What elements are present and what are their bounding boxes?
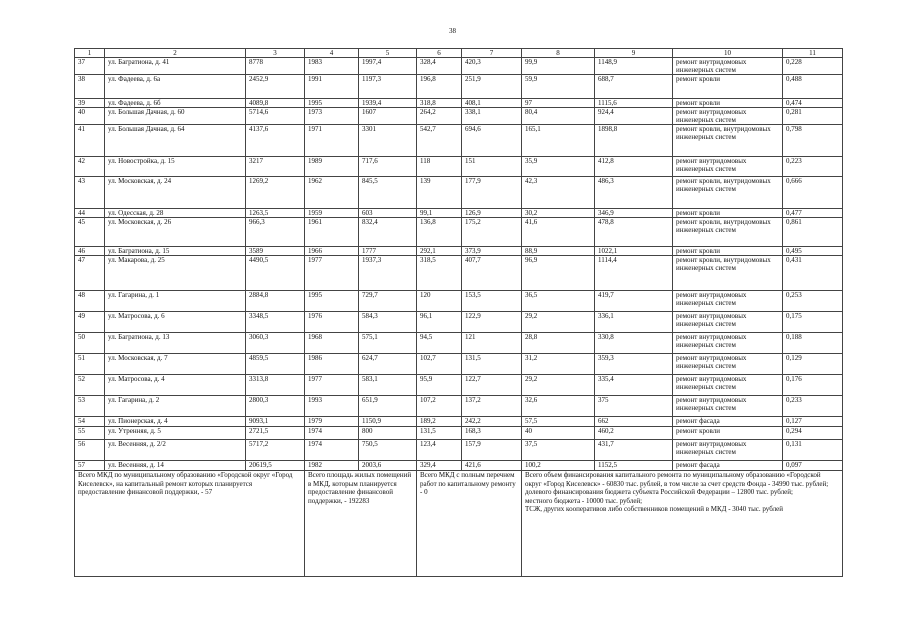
- address-cell: ул. Фадеева, д. 6а: [105, 75, 246, 99]
- cost-c6-cell: 292,1: [417, 247, 462, 256]
- ratio-cell: 0,097: [783, 461, 843, 471]
- ratio-cell: 0,127: [783, 417, 843, 427]
- area-cell: 4089,8: [246, 99, 305, 108]
- cost-c9-cell: 662: [595, 417, 673, 427]
- cost-c7-cell: 408,1: [462, 99, 522, 108]
- work-type-cell: ремонт фасада: [673, 461, 783, 471]
- year-cell: 1961: [305, 218, 359, 247]
- work-type-cell: ремонт внутридомовых инженерных систем: [673, 354, 783, 375]
- cost-total-cell: 750,5: [359, 440, 417, 461]
- area-cell: 8778: [246, 58, 305, 75]
- cost-c7-cell: 126,9: [462, 209, 522, 218]
- cost-total-cell: 729,7: [359, 291, 417, 312]
- year-cell: 1976: [305, 312, 359, 333]
- row-number: 53: [75, 396, 105, 417]
- work-type-cell: ремонт кровли: [673, 247, 783, 256]
- cost-c6-cell: 102,7: [417, 354, 462, 375]
- table-row: [75, 333, 843, 354]
- ratio-cell: 0,228: [783, 58, 843, 75]
- area-cell: 20619,5: [246, 461, 305, 471]
- cost-c9-cell: 412,8: [595, 157, 673, 177]
- address-cell: ул. Гагарина, д. 2: [105, 396, 246, 417]
- work-type-cell: ремонт кровли, внутридомовых инженерных систем: [673, 177, 783, 209]
- address-cell: ул. Матросова, д. 6: [105, 312, 246, 333]
- year-cell: 1995: [305, 291, 359, 312]
- area-cell: 3348,5: [246, 312, 305, 333]
- cost-total-cell: 584,3: [359, 312, 417, 333]
- cost-c8-cell: 41,6: [522, 218, 595, 247]
- cost-c7-cell: 131,5: [462, 354, 522, 375]
- cost-total-cell: 1937,3: [359, 256, 417, 291]
- funding-line: Всего объем финансирования капитального ремонта по муниципальному образованию «Городской округ «Город Киселевск» - 60830 тыс. рублей, в том числе за счет средств Фонда - 34990 тыс. рублей;: [525, 471, 829, 488]
- cost-c7-cell: 153,5: [462, 291, 522, 312]
- cost-total-cell: 1777: [359, 247, 417, 256]
- address-cell: ул. Пионерская, д. 4: [105, 417, 246, 427]
- area-cell: 3589: [246, 247, 305, 256]
- ratio-cell: 0,488: [783, 75, 843, 99]
- row-number: 39: [75, 99, 105, 108]
- year-cell: 1995: [305, 99, 359, 108]
- summary-total-area: Всего площадь жилых помещений в МКД, которым планируется предоставление финансовой поддержки, - 192283: [305, 471, 417, 577]
- work-type-cell: ремонт внутридомовых инженерных систем: [673, 375, 783, 396]
- cost-total-cell: 1607: [359, 108, 417, 125]
- cost-c8-cell: 29,2: [522, 375, 595, 396]
- row-number: 38: [75, 75, 105, 99]
- cost-c8-cell: 57,5: [522, 417, 595, 427]
- year-cell: 1962: [305, 177, 359, 209]
- address-cell: ул. Гагарина, д. 1: [105, 291, 246, 312]
- cost-c8-cell: 96,9: [522, 256, 595, 291]
- cost-c9-cell: 330,8: [595, 333, 673, 354]
- row-number: 49: [75, 312, 105, 333]
- cost-total-cell: 624,7: [359, 354, 417, 375]
- work-type-cell: ремонт внутридомовых инженерных систем: [673, 396, 783, 417]
- table-row: [75, 375, 843, 396]
- cost-c6-cell: 107,2: [417, 396, 462, 417]
- summary-total-mkd: Всего МКД по муниципальному образованию «Городской округ «Город Киселевск», на капитальный ремонт которых планируется предоставление финансовой поддержки, - 57: [75, 471, 305, 577]
- year-cell: 1991: [305, 75, 359, 99]
- address-cell: ул. Макарова, д. 25: [105, 256, 246, 291]
- address-cell: ул. Московская, д. 24: [105, 177, 246, 209]
- work-type-cell: ремонт внутридомовых инженерных систем: [673, 440, 783, 461]
- row-number: 52: [75, 375, 105, 396]
- cost-total-cell: 1150,9: [359, 417, 417, 427]
- table-row: [75, 312, 843, 333]
- cost-c8-cell: 32,6: [522, 396, 595, 417]
- cost-total-cell: 575,1: [359, 333, 417, 354]
- ratio-cell: 0,495: [783, 247, 843, 256]
- address-cell: ул. Весенняя, д. 2/2: [105, 440, 246, 461]
- column-number: 2: [105, 49, 246, 58]
- year-cell: 1977: [305, 256, 359, 291]
- cost-c8-cell: 80,4: [522, 108, 595, 125]
- cost-c9-cell: 419,7: [595, 291, 673, 312]
- area-cell: 5714,6: [246, 108, 305, 125]
- cost-c9-cell: 359,3: [595, 354, 673, 375]
- area-cell: 2884,8: [246, 291, 305, 312]
- cost-c7-cell: 122,9: [462, 312, 522, 333]
- cost-c6-cell: 264,2: [417, 108, 462, 125]
- ratio-cell: 0,431: [783, 256, 843, 291]
- table-row: [75, 209, 843, 218]
- year-cell: 1971: [305, 125, 359, 157]
- work-type-cell: ремонт кровли: [673, 209, 783, 218]
- row-number: 48: [75, 291, 105, 312]
- year-cell: 1974: [305, 427, 359, 440]
- row-number: 46: [75, 247, 105, 256]
- ratio-cell: 0,861: [783, 218, 843, 247]
- year-cell: 1979: [305, 417, 359, 427]
- cost-c9-cell: 1022,1: [595, 247, 673, 256]
- table-row: [75, 427, 843, 440]
- row-number: 56: [75, 440, 105, 461]
- cost-total-cell: 3301: [359, 125, 417, 157]
- cost-c9-cell: 1152,5: [595, 461, 673, 471]
- table-row: [75, 396, 843, 417]
- row-number: 45: [75, 218, 105, 247]
- summary-total-full-works: Всего МКД с полным перечнем работ по капитальному ремонту - 0: [417, 471, 522, 577]
- ratio-cell: 0,253: [783, 291, 843, 312]
- cost-c9-cell: 1115,6: [595, 99, 673, 108]
- area-cell: 2452,9: [246, 75, 305, 99]
- cost-c9-cell: 431,7: [595, 440, 673, 461]
- area-cell: 4490,5: [246, 256, 305, 291]
- column-number: 11: [783, 49, 843, 58]
- cost-c7-cell: 373,9: [462, 247, 522, 256]
- area-cell: 1269,2: [246, 177, 305, 209]
- area-cell: 1263,5: [246, 209, 305, 218]
- address-cell: ул. Фадеева, д. 6б: [105, 99, 246, 108]
- cost-c7-cell: 168,3: [462, 427, 522, 440]
- row-number: 37: [75, 58, 105, 75]
- cost-total-cell: 1197,3: [359, 75, 417, 99]
- table-row: [75, 157, 843, 177]
- cost-c6-cell: 95,9: [417, 375, 462, 396]
- year-cell: 1974: [305, 440, 359, 461]
- year-cell: 1959: [305, 209, 359, 218]
- area-cell: 2800,3: [246, 396, 305, 417]
- cost-c9-cell: 1898,8: [595, 125, 673, 157]
- cost-c7-cell: 251,9: [462, 75, 522, 99]
- column-number: 10: [673, 49, 783, 58]
- cost-c6-cell: 196,8: [417, 75, 462, 99]
- cost-total-cell: 717,6: [359, 157, 417, 177]
- address-cell: ул. Большая Дачная, д. 64: [105, 125, 246, 157]
- cost-total-cell: 603: [359, 209, 417, 218]
- ratio-cell: 0,131: [783, 440, 843, 461]
- cost-c8-cell: 36,5: [522, 291, 595, 312]
- cost-c9-cell: 688,7: [595, 75, 673, 99]
- cost-c6-cell: 99,1: [417, 209, 462, 218]
- area-cell: 3313,8: [246, 375, 305, 396]
- row-number: 40: [75, 108, 105, 125]
- area-cell: 3217: [246, 157, 305, 177]
- table-row: [75, 354, 843, 375]
- funding-line: долевого финансирования бюджета субъекта Российской Федерации – 12800 тыс. рублей;: [525, 488, 793, 496]
- area-cell: 9093,1: [246, 417, 305, 427]
- area-cell: 5717,2: [246, 440, 305, 461]
- cost-c6-cell: 328,4: [417, 58, 462, 75]
- year-cell: 1968: [305, 333, 359, 354]
- cost-total-cell: 832,4: [359, 218, 417, 247]
- year-cell: 1989: [305, 157, 359, 177]
- ratio-cell: 0,477: [783, 209, 843, 218]
- cost-total-cell: 845,5: [359, 177, 417, 209]
- summary-section: [75, 471, 843, 577]
- row-number: 41: [75, 125, 105, 157]
- cost-c7-cell: 421,6: [462, 461, 522, 471]
- column-number: 6: [417, 49, 462, 58]
- row-number: 44: [75, 209, 105, 218]
- table-row: [75, 125, 843, 157]
- cost-c6-cell: 131,5: [417, 427, 462, 440]
- cost-c7-cell: 121: [462, 333, 522, 354]
- cost-c8-cell: 28,8: [522, 333, 595, 354]
- row-number: 57: [75, 461, 105, 471]
- cost-c9-cell: 924,4: [595, 108, 673, 125]
- table-row: [75, 218, 843, 247]
- cost-c7-cell: 407,7: [462, 256, 522, 291]
- cost-total-cell: 651,9: [359, 396, 417, 417]
- row-number: 47: [75, 256, 105, 291]
- work-type-cell: ремонт внутридомовых инженерных систем: [673, 312, 783, 333]
- address-cell: ул. Московская, д. 26: [105, 218, 246, 247]
- cost-c6-cell: 318,5: [417, 256, 462, 291]
- work-type-cell: ремонт фасада: [673, 417, 783, 427]
- ratio-cell: 0,281: [783, 108, 843, 125]
- cost-c6-cell: 118: [417, 157, 462, 177]
- cost-c7-cell: 175,2: [462, 218, 522, 247]
- ratio-cell: 0,129: [783, 354, 843, 375]
- cost-c8-cell: 30,2: [522, 209, 595, 218]
- area-cell: 4137,6: [246, 125, 305, 157]
- year-cell: 1977: [305, 375, 359, 396]
- ratio-cell: 0,294: [783, 427, 843, 440]
- cost-c6-cell: 542,7: [417, 125, 462, 157]
- cost-c8-cell: 29,2: [522, 312, 595, 333]
- row-number: 54: [75, 417, 105, 427]
- cost-c8-cell: 40: [522, 427, 595, 440]
- address-cell: ул. Одесская, д. 28: [105, 209, 246, 218]
- row-number: 51: [75, 354, 105, 375]
- cost-c8-cell: 97: [522, 99, 595, 108]
- work-type-cell: ремонт кровли: [673, 99, 783, 108]
- year-cell: 1986: [305, 354, 359, 375]
- cost-c8-cell: 37,5: [522, 440, 595, 461]
- ratio-cell: 0,176: [783, 375, 843, 396]
- row-number: 42: [75, 157, 105, 177]
- work-type-cell: ремонт внутридомовых инженерных систем: [673, 157, 783, 177]
- funding-line: ТСЖ, других кооперативов либо собственников помещений в МКД - 3040 тыс. рублей: [525, 505, 783, 513]
- table-row: [75, 108, 843, 125]
- cost-c9-cell: 1114,4: [595, 256, 673, 291]
- cost-c7-cell: 420,3: [462, 58, 522, 75]
- work-type-cell: ремонт кровли, внутридомовых инженерных систем: [673, 125, 783, 157]
- year-cell: 1993: [305, 396, 359, 417]
- ratio-cell: 0,175: [783, 312, 843, 333]
- cost-c6-cell: 136,8: [417, 218, 462, 247]
- work-type-cell: ремонт внутридомовых инженерных систем: [673, 291, 783, 312]
- cost-c7-cell: 157,9: [462, 440, 522, 461]
- cost-c6-cell: 123,4: [417, 440, 462, 461]
- ratio-cell: 0,188: [783, 333, 843, 354]
- cost-c7-cell: 151: [462, 157, 522, 177]
- address-cell: ул. Багратиона, д. 41: [105, 58, 246, 75]
- cost-total-cell: 2003,6: [359, 461, 417, 471]
- summary-funding: [522, 471, 843, 577]
- cost-c7-cell: 137,2: [462, 396, 522, 417]
- cost-c6-cell: 139: [417, 177, 462, 209]
- column-number: 9: [595, 49, 673, 58]
- area-cell: 966,3: [246, 218, 305, 247]
- work-type-cell: ремонт кровли: [673, 75, 783, 99]
- cost-total-cell: 800: [359, 427, 417, 440]
- cost-c6-cell: 94,5: [417, 333, 462, 354]
- ratio-cell: 0,223: [783, 157, 843, 177]
- cost-c8-cell: 100,2: [522, 461, 595, 471]
- row-number: 43: [75, 177, 105, 209]
- address-cell: ул. Большая Дачная, д. 60: [105, 108, 246, 125]
- cost-c8-cell: 88,9: [522, 247, 595, 256]
- column-number: 7: [462, 49, 522, 58]
- ratio-cell: 0,666: [783, 177, 843, 209]
- cost-c8-cell: 99,9: [522, 58, 595, 75]
- funding-line: местного бюджета - 10000 тыс. рублей;: [525, 496, 643, 505]
- work-type-cell: ремонт внутридомовых инженерных систем: [673, 333, 783, 354]
- table-row: [75, 256, 843, 291]
- year-cell: 1983: [305, 58, 359, 75]
- table-row: [75, 461, 843, 471]
- address-cell: ул. Весенняя, д. 14: [105, 461, 246, 471]
- cost-c9-cell: 346,9: [595, 209, 673, 218]
- cost-c9-cell: 335,4: [595, 375, 673, 396]
- cost-total-cell: 583,1: [359, 375, 417, 396]
- table-row: [75, 58, 843, 75]
- ratio-cell: 0,798: [783, 125, 843, 157]
- year-cell: 1966: [305, 247, 359, 256]
- page-number: 38: [449, 27, 456, 35]
- column-number: 1: [75, 49, 105, 58]
- cost-c6-cell: 329,4: [417, 461, 462, 471]
- table-row: [75, 75, 843, 99]
- cost-total-cell: 1997,4: [359, 58, 417, 75]
- cost-c9-cell: 336,1: [595, 312, 673, 333]
- address-cell: ул. Утренняя, д. 5: [105, 427, 246, 440]
- table-row: [75, 99, 843, 108]
- cost-c6-cell: 189,2: [417, 417, 462, 427]
- table-row: [75, 440, 843, 461]
- cost-c7-cell: 122,7: [462, 375, 522, 396]
- address-cell: ул. Матросова, д. 4: [105, 375, 246, 396]
- cost-c9-cell: 486,3: [595, 177, 673, 209]
- cost-total-cell: 1939,4: [359, 99, 417, 108]
- year-cell: 1973: [305, 108, 359, 125]
- row-number: 55: [75, 427, 105, 440]
- ratio-cell: 0,233: [783, 396, 843, 417]
- cost-c6-cell: 318,8: [417, 99, 462, 108]
- address-cell: ул. Новостройка, д. 15: [105, 157, 246, 177]
- column-number-row: [75, 49, 843, 58]
- work-type-cell: ремонт кровли: [673, 427, 783, 440]
- table-row: [75, 177, 843, 209]
- cost-c6-cell: 96,1: [417, 312, 462, 333]
- table-row: [75, 417, 843, 427]
- address-cell: ул. Багратиона, д. 13: [105, 333, 246, 354]
- table-row: [75, 291, 843, 312]
- area-cell: 4859,5: [246, 354, 305, 375]
- cost-c9-cell: 460,2: [595, 427, 673, 440]
- work-type-cell: ремонт внутридомовых инженерных систем: [673, 58, 783, 75]
- cost-c9-cell: 1148,9: [595, 58, 673, 75]
- column-number: 8: [522, 49, 595, 58]
- cost-c7-cell: 338,1: [462, 108, 522, 125]
- cost-c8-cell: 35,9: [522, 157, 595, 177]
- address-cell: ул. Московская, д. 7: [105, 354, 246, 375]
- column-number: 5: [359, 49, 417, 58]
- address-cell: ул. Багратиона, д. 15: [105, 247, 246, 256]
- work-type-cell: ремонт кровли, внутридомовых инженерных систем: [673, 218, 783, 247]
- cost-c7-cell: 242,2: [462, 417, 522, 427]
- area-cell: 2721,5: [246, 427, 305, 440]
- cost-c6-cell: 120: [417, 291, 462, 312]
- year-cell: 1982: [305, 461, 359, 471]
- ratio-cell: 0,474: [783, 99, 843, 108]
- work-type-cell: ремонт внутридомовых инженерных систем: [673, 108, 783, 125]
- cost-c8-cell: 59,9: [522, 75, 595, 99]
- area-cell: 3060,3: [246, 333, 305, 354]
- row-number: 50: [75, 333, 105, 354]
- table-body: [75, 49, 843, 471]
- cost-c9-cell: 478,8: [595, 218, 673, 247]
- table-row: [75, 247, 843, 256]
- summary-row: [75, 471, 843, 577]
- cost-c8-cell: 31,2: [522, 354, 595, 375]
- repair-program-table: [74, 48, 843, 577]
- cost-c8-cell: 42,3: [522, 177, 595, 209]
- cost-c7-cell: 177,9: [462, 177, 522, 209]
- cost-c7-cell: 694,6: [462, 125, 522, 157]
- cost-c9-cell: 375: [595, 396, 673, 417]
- cost-c8-cell: 165,1: [522, 125, 595, 157]
- column-number: 4: [305, 49, 359, 58]
- column-number: 3: [246, 49, 305, 58]
- work-type-cell: ремонт кровли, внутридомовых инженерных систем: [673, 256, 783, 291]
